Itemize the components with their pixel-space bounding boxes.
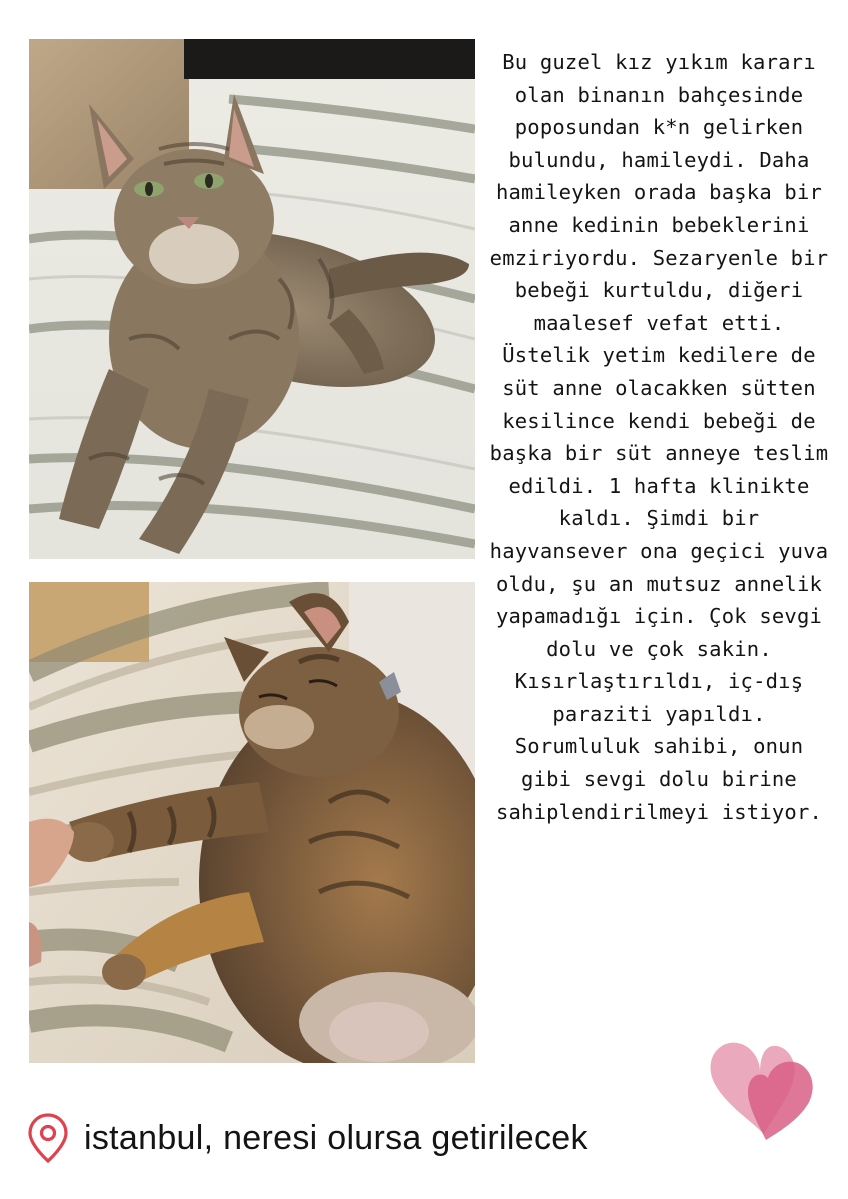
cat-photo-bottom-image bbox=[29, 582, 475, 1063]
story-text: Bu guzel kız yıkım kararı olan binanın bahçesinde poposundan k*n gelirken bulundu, hamileydi. Daha hamileyken orada başka bir anne kedinin bebeklerini emziriyordu. Sezaryenle bir bebeği kurtuldu, diğeri maalesef vefat etti. Üstelik yetim kedilere de süt anne olacakken sütten kesilince kendi bebeği de başka bir süt anneye teslim edildi. 1 hafta klinikte kaldı. Şimdi bir hayvansever ona geçici yuva oldu, şu an mutsuz annelik yapamadığı için. Çok sevgi dolu ve çok sakin. Kısırlaştırıldı, iç-dış paraziti yapıldı. Sorumluluk sahibi, onun gibi sevgi dolu birine sahiplendirilmeyi istiyor. bbox=[489, 50, 829, 824]
location-pin-icon bbox=[26, 1112, 70, 1164]
location-text: istanbul, neresi olursa getirilecek bbox=[84, 1118, 588, 1157]
hearts-icon bbox=[702, 1030, 826, 1142]
cat-photo-bottom bbox=[29, 582, 475, 1063]
cat-photo-top-image bbox=[29, 39, 475, 559]
cat-photo-top bbox=[29, 39, 475, 559]
story-block bbox=[489, 46, 829, 828]
location-line bbox=[26, 1110, 588, 1166]
